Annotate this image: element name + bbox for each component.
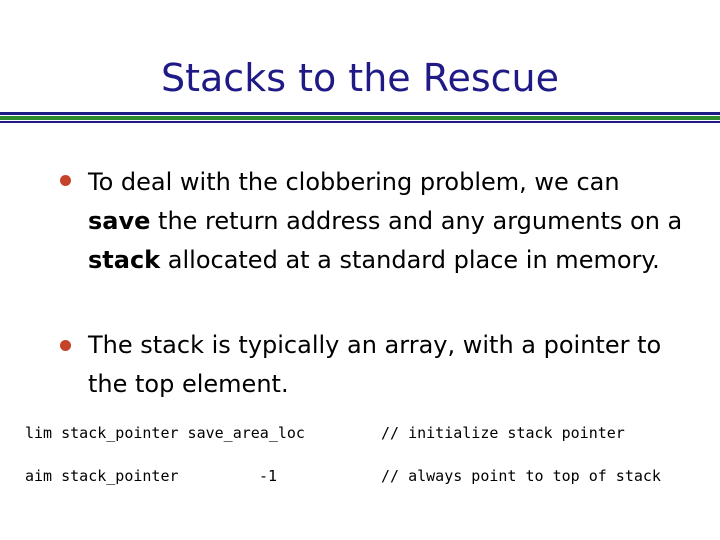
slide-title: Stacks to the Rescue [161,56,559,100]
bullet-dot [60,340,71,351]
code-line-1-instruction: lim stack_pointer save_area_loc [25,424,305,442]
bullet-1-part-1: To deal with the clobbering problem, we can [88,168,620,196]
code-line-2-comment: // always point to top of stack [381,467,661,485]
keyword-save: save [88,207,151,235]
keyword-stack: stack [88,246,161,274]
code-line-2-instruction: aim stack_pointer [25,467,179,485]
title-rule-green [0,116,720,120]
bullet-1-part-3: allocated at a standard place in memory. [160,246,660,274]
bullet-1-part-2: the return address and any arguments on a [150,207,683,235]
bullet-text-2: The stack is typically an array, with a pointer to the top element. [88,331,662,398]
code-line-1-comment: // initialize stack pointer [381,424,625,442]
title-rule-bottom [0,121,720,123]
bullet-text-1 [88,163,688,280]
title-rule-top [0,112,720,115]
bullet-dot [60,175,71,186]
code-line-2-argument: -1 [259,467,278,485]
